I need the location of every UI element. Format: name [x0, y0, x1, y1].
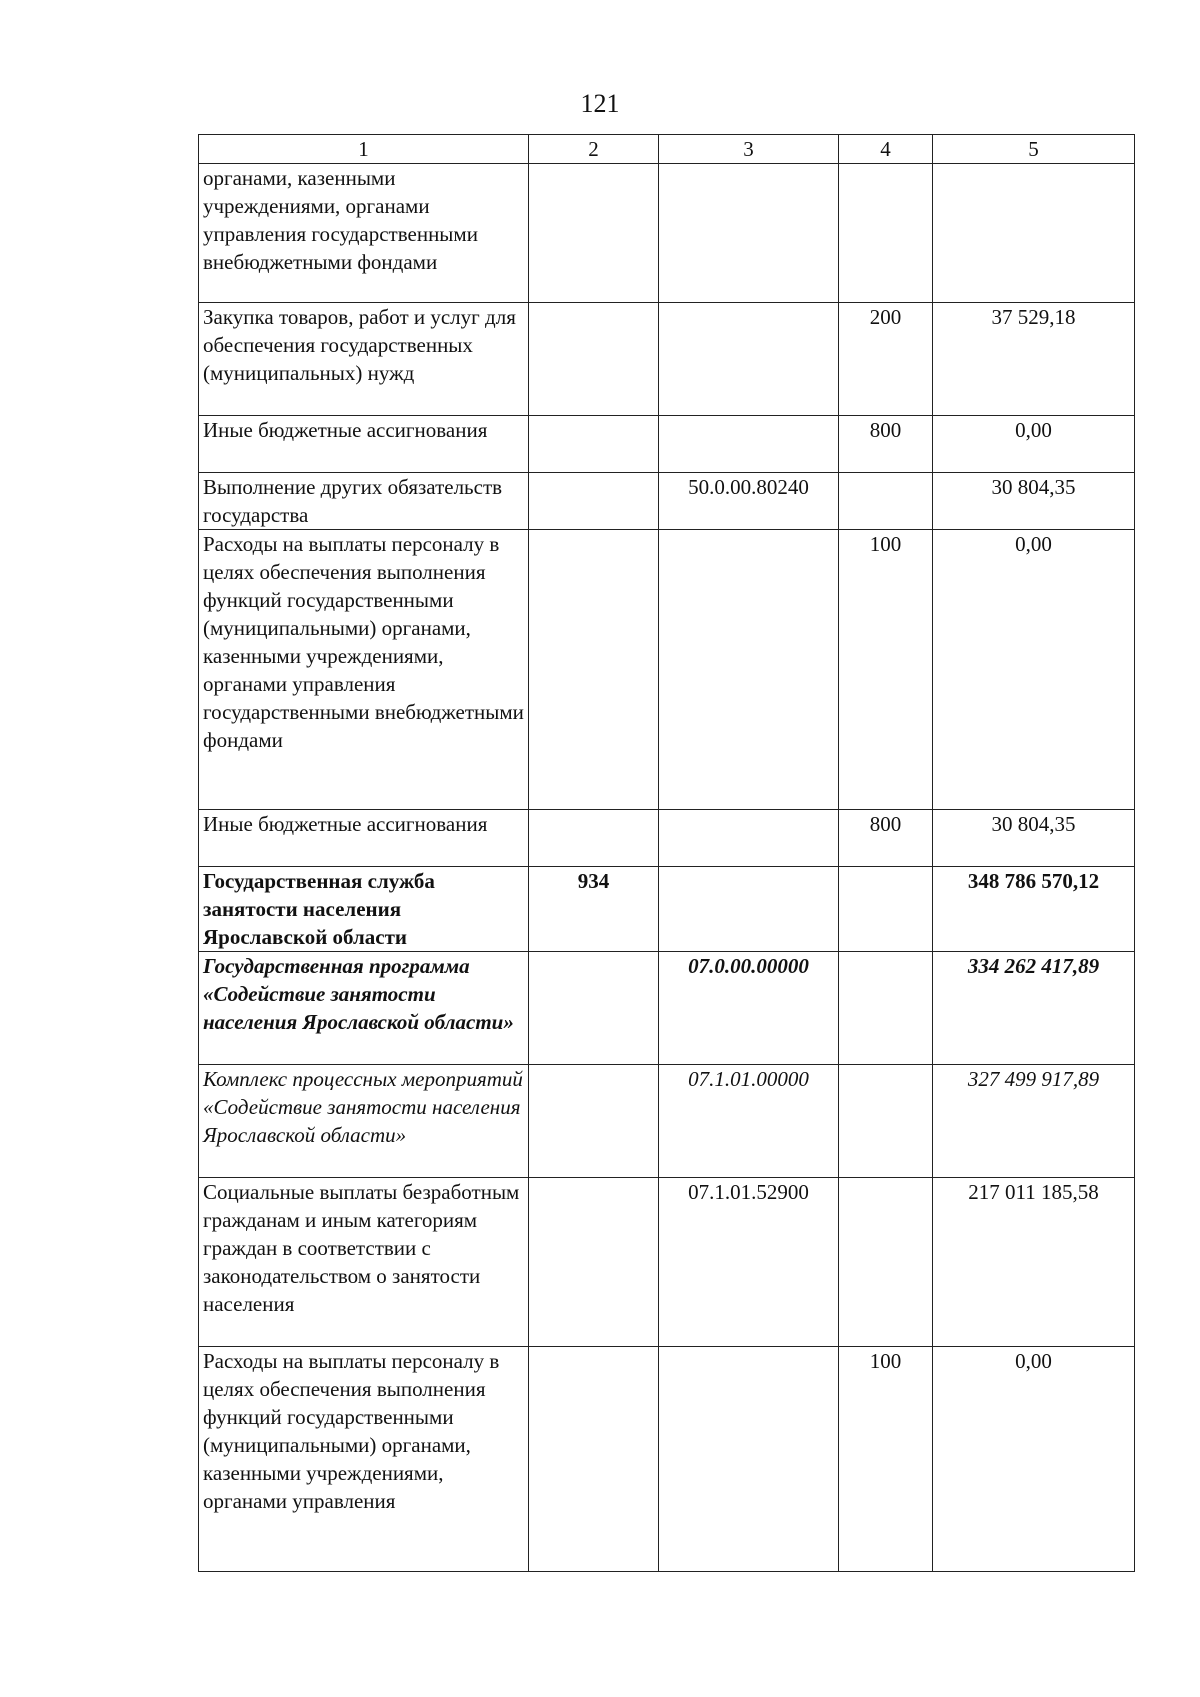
row-code [659, 164, 839, 303]
row-amount: 327 499 917,89 [933, 1065, 1135, 1178]
row-expense-type: 100 [839, 530, 933, 810]
row-amount: 0,00 [933, 530, 1135, 810]
row-section [529, 473, 659, 530]
table-row [199, 164, 1135, 303]
table-row [199, 473, 1135, 530]
row-code: 50.0.00.80240 [659, 473, 839, 530]
row-expense-type [839, 1065, 933, 1178]
row-section [529, 303, 659, 416]
row-name: Социальные выплаты безработным гражданам и иным категориям граждан в соответствии с законодательством о занятости населения [199, 1178, 529, 1347]
column-header: 2 [529, 135, 659, 164]
table-row [199, 867, 1135, 952]
row-expense-type: 800 [839, 810, 933, 867]
row-section [529, 1347, 659, 1572]
row-section [529, 810, 659, 867]
row-amount: 30 804,35 [933, 473, 1135, 530]
row-code [659, 416, 839, 473]
row-name: органами, казенными учреждениями, органами управления государственными внебюджетными фондами [199, 164, 529, 303]
row-name: Выполнение других обязательств государства [199, 473, 529, 530]
table-row [199, 530, 1135, 810]
row-amount: 37 529,18 [933, 303, 1135, 416]
row-code: 07.1.01.52900 [659, 1178, 839, 1347]
row-amount [933, 164, 1135, 303]
row-section [529, 1065, 659, 1178]
row-amount: 217 011 185,58 [933, 1178, 1135, 1347]
row-code [659, 530, 839, 810]
row-amount: 0,00 [933, 416, 1135, 473]
table-row [199, 416, 1135, 473]
table-row [199, 810, 1135, 867]
row-code [659, 303, 839, 416]
budget-table [198, 134, 1135, 1572]
row-amount: 30 804,35 [933, 810, 1135, 867]
row-expense-type: 800 [839, 416, 933, 473]
row-name: Комплекс процессных мероприятий «Содействие занятости населения Ярославской области» [199, 1065, 529, 1178]
row-name: Иные бюджетные ассигнования [199, 416, 529, 473]
table-header-row [199, 135, 1135, 164]
row-code [659, 1347, 839, 1572]
row-section [529, 164, 659, 303]
column-header: 1 [199, 135, 529, 164]
row-name: Расходы на выплаты персоналу в целях обеспечения выполнения функций государственными (муниципальными) органами, казенными учреждениями, органами управления государственными внебюджетными фондами [199, 530, 529, 810]
row-expense-type [839, 473, 933, 530]
row-section [529, 952, 659, 1065]
row-code: 07.0.00.00000 [659, 952, 839, 1065]
row-name: Закупка товаров, работ и услуг для обеспечения государственных (муниципальных) нужд [199, 303, 529, 416]
row-section [529, 530, 659, 810]
row-amount: 334 262 417,89 [933, 952, 1135, 1065]
table-row [199, 303, 1135, 416]
column-header: 3 [659, 135, 839, 164]
column-header: 4 [839, 135, 933, 164]
row-expense-type [839, 867, 933, 952]
row-expense-type: 200 [839, 303, 933, 416]
row-expense-type [839, 952, 933, 1065]
row-name: Иные бюджетные ассигнования [199, 810, 529, 867]
row-section [529, 1178, 659, 1347]
row-name: Государственная служба занятости населения Ярославской области [199, 867, 529, 952]
row-section: 934 [529, 867, 659, 952]
row-expense-type [839, 164, 933, 303]
table-row [199, 1347, 1135, 1572]
row-expense-type: 100 [839, 1347, 933, 1572]
column-header: 5 [933, 135, 1135, 164]
row-section [529, 416, 659, 473]
table-row [199, 1178, 1135, 1347]
table-row [199, 952, 1135, 1065]
row-code [659, 867, 839, 952]
table-row [199, 1065, 1135, 1178]
row-amount: 348 786 570,12 [933, 867, 1135, 952]
page-number: 121 [580, 89, 620, 118]
row-code [659, 810, 839, 867]
row-name: Государственная программа «Содействие занятости населения Ярославской области» [199, 952, 529, 1065]
row-amount: 0,00 [933, 1347, 1135, 1572]
row-name: Расходы на выплаты персоналу в целях обеспечения выполнения функций государственными (муниципальными) органами, казенными учреждениями, органами управления [199, 1347, 529, 1572]
row-code: 07.1.01.00000 [659, 1065, 839, 1178]
row-expense-type [839, 1178, 933, 1347]
